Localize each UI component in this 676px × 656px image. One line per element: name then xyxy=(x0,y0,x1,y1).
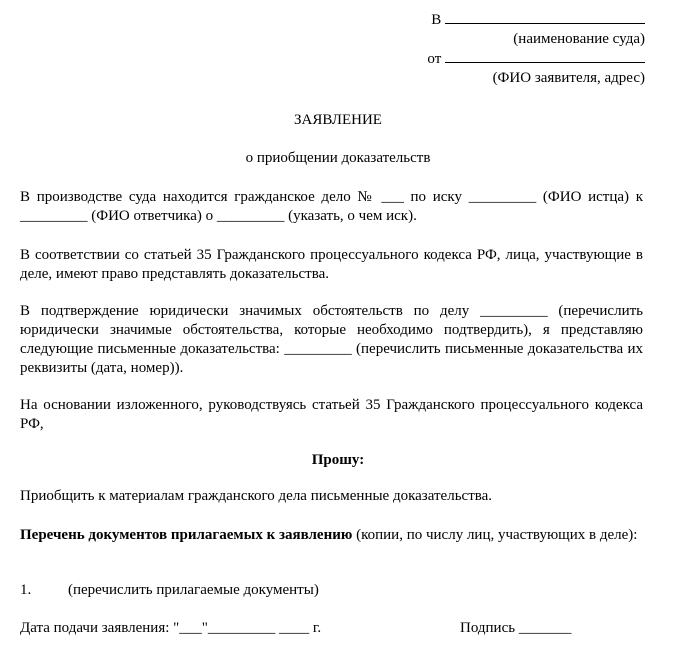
to-prefix: В xyxy=(431,12,442,28)
attachments-heading: Перечень документов прилагаемых к заявлению xyxy=(20,527,353,543)
court-line xyxy=(431,12,645,29)
filing-date: Дата подачи заявления: "___"_________ ____ г. xyxy=(20,620,322,636)
document-subtitle: о приобщении доказательств xyxy=(245,150,431,166)
court-caption: (наименование суда) xyxy=(513,31,645,47)
attachment-item-text: (перечислить прилагаемые документы) xyxy=(68,582,319,598)
paragraph-legal-basis: В соответствии со статьей 35 Гражданского процессуального кодекса РФ, лица, участвующие в деле, имеют право представлять доказательства. xyxy=(20,247,643,282)
request-heading-text: Прошу: xyxy=(311,452,365,468)
attachments-block xyxy=(20,526,643,545)
court-blank xyxy=(445,23,645,24)
attachment-item-number: 1. xyxy=(20,582,32,598)
signature: Подпись _______ xyxy=(460,620,572,636)
paragraph-case-info: В производстве суда находится гражданское дело № ___ по иску _________ (ФИО истца) к _________ (ФИО ответчика) о _________ (указать, о чем иск). xyxy=(20,189,643,224)
applicant-line xyxy=(427,51,645,68)
paragraph-grounds: На основании изложенного, руководствуясь статьей 35 Гражданского процессуального кодекса РФ, xyxy=(20,397,643,432)
request-heading xyxy=(0,452,676,469)
applicant-caption: (ФИО заявителя, адрес) xyxy=(492,70,645,86)
request-text: Приобщить к материалам гражданского дела письменные доказательства. xyxy=(20,488,493,504)
applicant-blank xyxy=(445,62,645,63)
document-title: ЗАЯВЛЕНИЕ xyxy=(294,112,382,128)
from-prefix: от xyxy=(427,51,442,67)
paragraph-evidence: В подтверждение юридически значимых обстоятельств по делу _________ (перечислить юридически значимые обстоятельства, которые необходимо подтвердить), я представляю следующие письменные доказательства: _________ (перечислить письменные доказательства их реквизиты (дата, номер)). xyxy=(20,303,643,376)
attachments-note: (копии, по числу лиц, участвующих в деле): xyxy=(352,527,638,543)
